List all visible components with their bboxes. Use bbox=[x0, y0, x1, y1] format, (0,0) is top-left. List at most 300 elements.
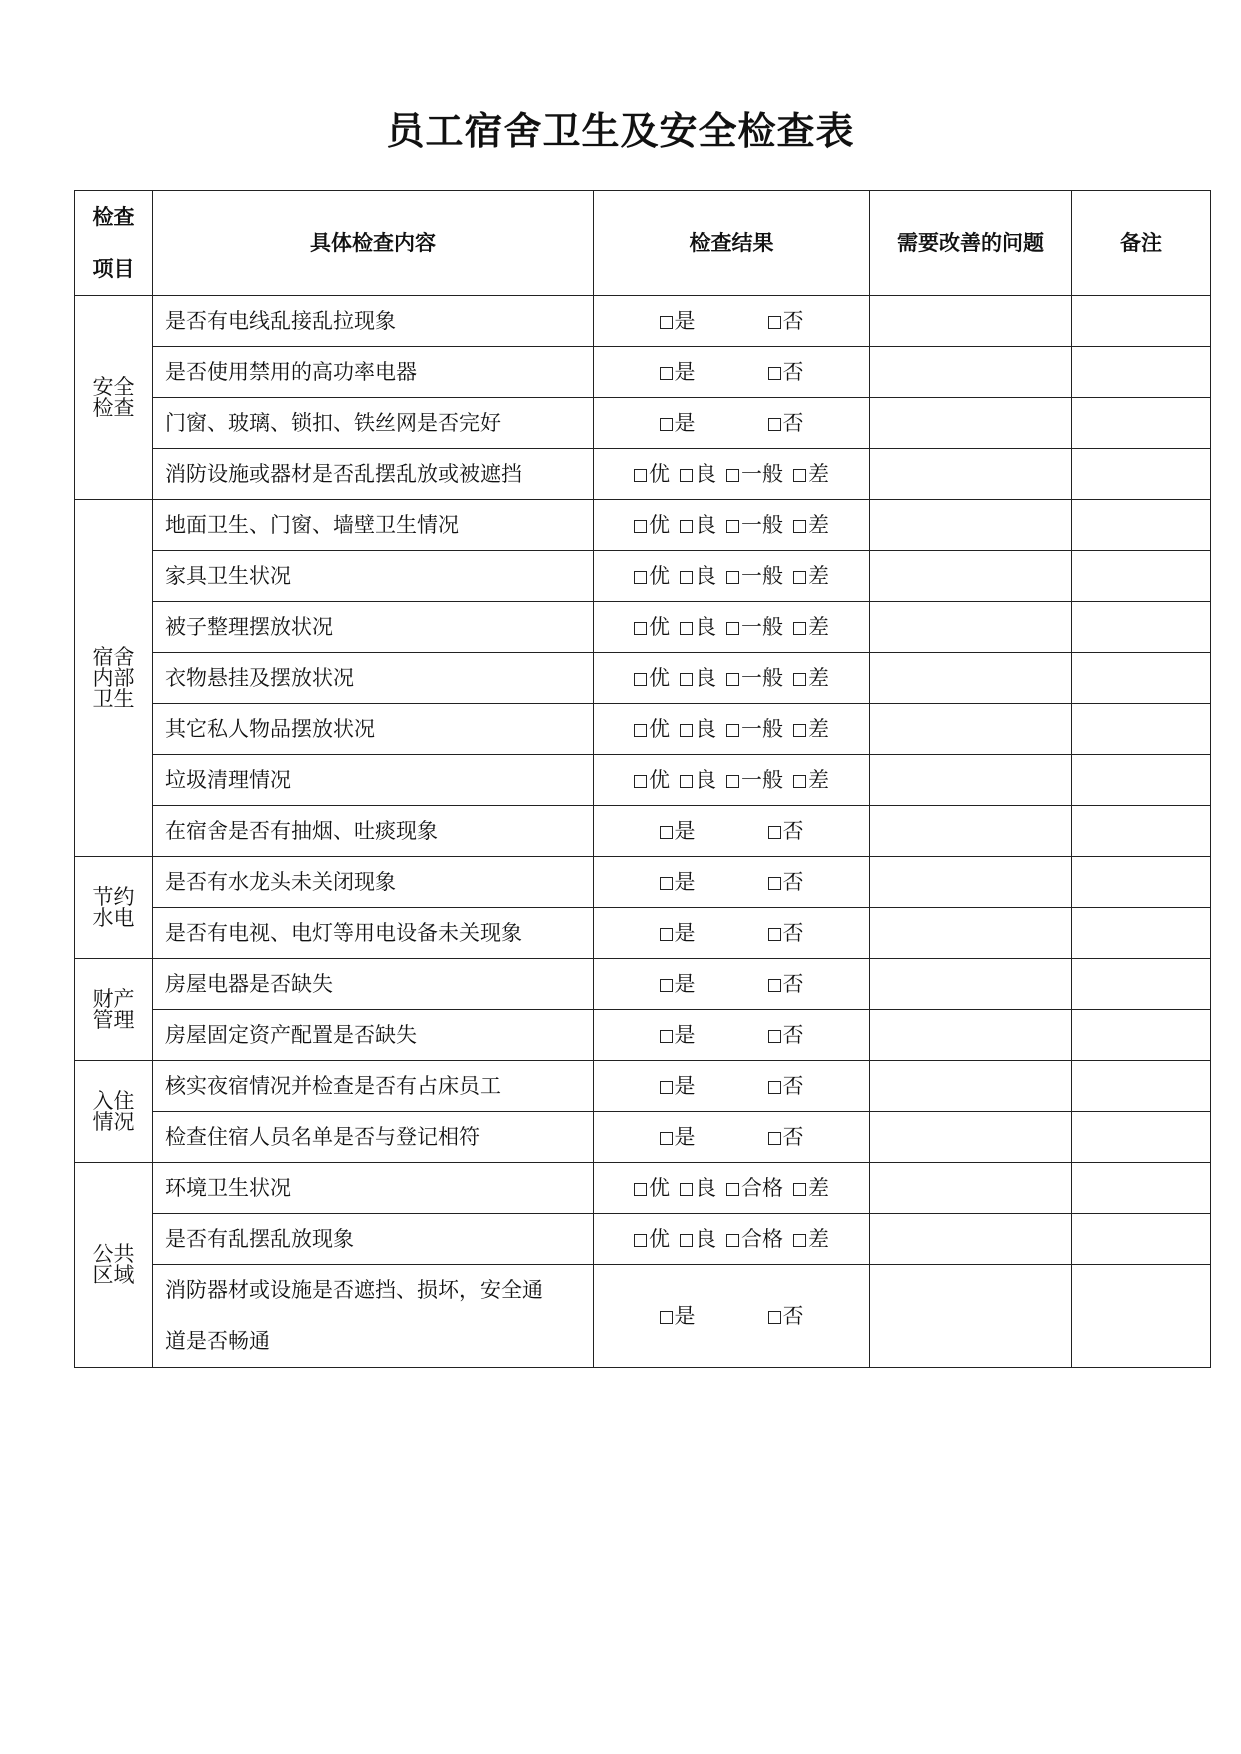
checkbox[interactable] bbox=[726, 775, 739, 788]
result-option[interactable] bbox=[793, 614, 829, 639]
checkbox[interactable] bbox=[680, 520, 693, 533]
checkbox[interactable] bbox=[768, 1030, 781, 1043]
option-label: 一般 bbox=[741, 461, 783, 486]
result-option[interactable] bbox=[726, 1175, 783, 1200]
checkbox[interactable] bbox=[768, 418, 781, 431]
option-label: 良 bbox=[695, 1175, 716, 1200]
checkbox[interactable] bbox=[768, 826, 781, 839]
checkbox[interactable] bbox=[634, 673, 647, 686]
option-label: 良 bbox=[695, 512, 716, 537]
option-label: 是 bbox=[674, 1124, 696, 1149]
issue-cell[interactable] bbox=[870, 704, 1072, 755]
category-label: 卫生 bbox=[92, 686, 135, 711]
checkbox[interactable] bbox=[793, 1234, 806, 1247]
result-option[interactable] bbox=[660, 1303, 696, 1328]
option-label: 良 bbox=[695, 716, 716, 741]
check-result bbox=[594, 1061, 870, 1112]
option-label: 是 bbox=[674, 410, 696, 435]
table-row bbox=[75, 806, 1211, 857]
remark-cell[interactable] bbox=[1072, 806, 1211, 857]
option-label: 是 bbox=[674, 971, 696, 996]
table-row bbox=[75, 500, 1211, 551]
result-option[interactable] bbox=[634, 1226, 670, 1251]
category-label: 节约 bbox=[92, 884, 135, 909]
option-label: 是 bbox=[674, 1022, 696, 1047]
category-cell bbox=[75, 1061, 153, 1163]
option-label: 否 bbox=[782, 971, 804, 996]
checkbox[interactable] bbox=[768, 316, 781, 329]
result-option[interactable] bbox=[768, 920, 804, 945]
option-label: 差 bbox=[808, 716, 829, 741]
category-label: 入住 bbox=[92, 1088, 135, 1113]
checkbox[interactable] bbox=[634, 1234, 647, 1247]
result-option[interactable] bbox=[634, 767, 670, 792]
result-option[interactable] bbox=[768, 410, 804, 435]
result-option[interactable] bbox=[680, 665, 716, 690]
issue-cell[interactable] bbox=[870, 806, 1072, 857]
checkbox[interactable] bbox=[680, 1183, 693, 1196]
checkbox[interactable] bbox=[680, 469, 693, 482]
check-result bbox=[594, 959, 870, 1010]
issue-cell[interactable] bbox=[870, 551, 1072, 602]
checkbox[interactable] bbox=[726, 571, 739, 584]
option-label: 否 bbox=[782, 410, 804, 435]
result-option[interactable] bbox=[768, 359, 804, 384]
option-label: 差 bbox=[808, 767, 829, 792]
category-label: 情况 bbox=[92, 1109, 135, 1134]
option-label: 一般 bbox=[741, 716, 783, 741]
option-label: 优 bbox=[649, 1226, 670, 1251]
header-result: 检查结果 bbox=[594, 191, 870, 296]
option-label: 优 bbox=[649, 461, 670, 486]
checkbox[interactable] bbox=[726, 724, 739, 737]
checkbox[interactable] bbox=[768, 979, 781, 992]
check-result bbox=[594, 704, 870, 755]
check-content-line: 道是否畅通 bbox=[165, 1329, 270, 1353]
option-label: 优 bbox=[649, 716, 670, 741]
checkbox[interactable] bbox=[660, 877, 673, 890]
result-option[interactable] bbox=[660, 869, 696, 894]
check-content: 是否使用禁用的高功率电器 bbox=[153, 347, 594, 398]
result-option[interactable] bbox=[768, 869, 804, 894]
category-cell bbox=[75, 500, 153, 857]
header-row bbox=[75, 191, 1211, 296]
issue-cell[interactable] bbox=[870, 857, 1072, 908]
result-option[interactable] bbox=[793, 1226, 829, 1251]
header-content: 具体检查内容 bbox=[153, 191, 594, 296]
checkbox[interactable] bbox=[768, 1132, 781, 1145]
option-label: 差 bbox=[808, 1175, 829, 1200]
table-row bbox=[75, 551, 1211, 602]
table-row bbox=[75, 1061, 1211, 1112]
category-cell bbox=[75, 959, 153, 1061]
result-option[interactable] bbox=[726, 461, 783, 486]
check-content: 是否有乱摆乱放现象 bbox=[153, 1214, 594, 1265]
option-label: 否 bbox=[782, 1022, 804, 1047]
issue-cell[interactable] bbox=[870, 1112, 1072, 1163]
checkbox[interactable] bbox=[726, 622, 739, 635]
option-label: 一般 bbox=[741, 614, 783, 639]
option-label: 一般 bbox=[741, 767, 783, 792]
checkbox[interactable] bbox=[793, 1183, 806, 1196]
check-result bbox=[594, 857, 870, 908]
check-result bbox=[594, 449, 870, 500]
option-label: 否 bbox=[782, 920, 804, 945]
check-content: 环境卫生状况 bbox=[153, 1163, 594, 1214]
page-title: 员工宿舍卫生及安全检查表 bbox=[386, 109, 855, 153]
result-option[interactable] bbox=[660, 1124, 696, 1149]
result-option[interactable] bbox=[768, 1073, 804, 1098]
option-label: 是 bbox=[674, 920, 696, 945]
table-row bbox=[75, 857, 1211, 908]
issue-cell[interactable] bbox=[870, 347, 1072, 398]
result-option[interactable] bbox=[793, 665, 829, 690]
check-result bbox=[594, 1112, 870, 1163]
issue-cell[interactable] bbox=[870, 1265, 1072, 1368]
result-option[interactable] bbox=[680, 1226, 716, 1251]
checkbox[interactable] bbox=[660, 316, 673, 329]
result-option[interactable] bbox=[660, 308, 696, 333]
check-content: 房屋固定资产配置是否缺失 bbox=[153, 1010, 594, 1061]
check-content: 家具卫生状况 bbox=[153, 551, 594, 602]
check-result bbox=[594, 755, 870, 806]
option-label: 良 bbox=[695, 614, 716, 639]
table-row bbox=[75, 908, 1211, 959]
table-row bbox=[75, 449, 1211, 500]
result-option[interactable] bbox=[793, 767, 829, 792]
remark-cell[interactable] bbox=[1072, 959, 1211, 1010]
header-item-line: 项目 bbox=[92, 257, 135, 281]
result-option[interactable] bbox=[726, 563, 783, 588]
option-label: 是 bbox=[674, 818, 696, 843]
check-result bbox=[594, 500, 870, 551]
option-label: 优 bbox=[649, 767, 670, 792]
result-option[interactable] bbox=[660, 1073, 696, 1098]
check-result bbox=[594, 602, 870, 653]
checkbox[interactable] bbox=[680, 622, 693, 635]
checkbox[interactable] bbox=[634, 571, 647, 584]
category-label: 检查 bbox=[92, 395, 135, 420]
checkbox[interactable] bbox=[660, 826, 673, 839]
checkbox[interactable] bbox=[660, 1132, 673, 1145]
result-option[interactable] bbox=[634, 716, 670, 741]
category-label: 财产 bbox=[92, 986, 135, 1011]
option-label: 差 bbox=[808, 512, 829, 537]
option-label: 合格 bbox=[741, 1175, 783, 1200]
option-label: 差 bbox=[808, 1226, 829, 1251]
option-label: 良 bbox=[695, 563, 716, 588]
inspection-table bbox=[74, 190, 1211, 1368]
check-content: 核实夜宿情况并检查是否有占床员工 bbox=[153, 1061, 594, 1112]
checkbox[interactable] bbox=[634, 469, 647, 482]
option-label: 是 bbox=[674, 308, 696, 333]
table-row bbox=[75, 704, 1211, 755]
checkbox[interactable] bbox=[726, 469, 739, 482]
table-row bbox=[75, 1265, 1211, 1368]
issue-cell[interactable] bbox=[870, 908, 1072, 959]
remark-cell[interactable] bbox=[1072, 704, 1211, 755]
check-result bbox=[594, 908, 870, 959]
table-row bbox=[75, 602, 1211, 653]
table-row bbox=[75, 959, 1211, 1010]
check-content: 垃圾清理情况 bbox=[153, 755, 594, 806]
check-result bbox=[594, 551, 870, 602]
issue-cell[interactable] bbox=[870, 398, 1072, 449]
issue-cell[interactable] bbox=[870, 449, 1072, 500]
option-label: 否 bbox=[782, 359, 804, 384]
issue-cell[interactable] bbox=[870, 755, 1072, 806]
result-option[interactable] bbox=[680, 461, 716, 486]
result-option[interactable] bbox=[793, 512, 829, 537]
remark-cell[interactable] bbox=[1072, 1265, 1211, 1368]
issue-cell[interactable] bbox=[870, 1163, 1072, 1214]
result-option[interactable] bbox=[634, 614, 670, 639]
result-option[interactable] bbox=[793, 461, 829, 486]
table-row bbox=[75, 398, 1211, 449]
category-cell bbox=[75, 1163, 153, 1368]
result-option[interactable] bbox=[634, 665, 670, 690]
remark-cell[interactable] bbox=[1072, 1214, 1211, 1265]
table-row bbox=[75, 755, 1211, 806]
check-content: 是否有电线乱接乱拉现象 bbox=[153, 296, 594, 347]
option-label: 否 bbox=[782, 1124, 804, 1149]
table-row bbox=[75, 1214, 1211, 1265]
option-label: 良 bbox=[695, 767, 716, 792]
check-content: 在宿舍是否有抽烟、吐痰现象 bbox=[153, 806, 594, 857]
result-option[interactable] bbox=[680, 1175, 716, 1200]
option-label: 是 bbox=[674, 869, 696, 894]
option-label: 差 bbox=[808, 563, 829, 588]
checkbox[interactable] bbox=[726, 520, 739, 533]
header-issue: 需要改善的问题 bbox=[870, 191, 1072, 296]
result-option[interactable] bbox=[793, 1175, 829, 1200]
checkbox[interactable] bbox=[680, 1234, 693, 1247]
option-label: 一般 bbox=[741, 563, 783, 588]
checkbox[interactable] bbox=[768, 367, 781, 380]
result-option[interactable] bbox=[680, 512, 716, 537]
option-label: 优 bbox=[649, 1175, 670, 1200]
remark-cell[interactable] bbox=[1072, 449, 1211, 500]
category-label: 内部 bbox=[92, 665, 135, 690]
option-label: 差 bbox=[808, 665, 829, 690]
result-option[interactable] bbox=[726, 665, 783, 690]
result-option[interactable] bbox=[660, 359, 696, 384]
issue-cell[interactable] bbox=[870, 296, 1072, 347]
check-content: 房屋电器是否缺失 bbox=[153, 959, 594, 1010]
remark-cell[interactable] bbox=[1072, 908, 1211, 959]
remark-cell[interactable] bbox=[1072, 857, 1211, 908]
checkbox[interactable] bbox=[768, 928, 781, 941]
remark-cell[interactable] bbox=[1072, 1112, 1211, 1163]
checkbox[interactable] bbox=[793, 724, 806, 737]
issue-cell[interactable] bbox=[870, 602, 1072, 653]
checkbox[interactable] bbox=[793, 673, 806, 686]
remark-cell[interactable] bbox=[1072, 1061, 1211, 1112]
check-content-line: 消防器材或设施是否遮挡、损坏，安全通 bbox=[165, 1278, 543, 1302]
checkbox[interactable] bbox=[660, 1311, 673, 1324]
header-remark: 备注 bbox=[1072, 191, 1211, 296]
check-result bbox=[594, 806, 870, 857]
remark-cell[interactable] bbox=[1072, 755, 1211, 806]
check-result bbox=[594, 1214, 870, 1265]
checkbox[interactable] bbox=[660, 1030, 673, 1043]
checkbox[interactable] bbox=[680, 571, 693, 584]
check-content: 消防设施或器材是否乱摆乱放或被遮挡 bbox=[153, 449, 594, 500]
checkbox[interactable] bbox=[660, 979, 673, 992]
remark-cell[interactable] bbox=[1072, 398, 1211, 449]
checkbox[interactable] bbox=[726, 673, 739, 686]
checkbox[interactable] bbox=[768, 1311, 781, 1324]
checkbox[interactable] bbox=[793, 571, 806, 584]
result-option[interactable] bbox=[768, 1303, 804, 1328]
check-content: 衣物悬挂及摆放状况 bbox=[153, 653, 594, 704]
check-content bbox=[153, 1265, 594, 1368]
check-content: 门窗、玻璃、锁扣、铁丝网是否完好 bbox=[153, 398, 594, 449]
result-option[interactable] bbox=[768, 971, 804, 996]
result-option[interactable] bbox=[726, 1226, 783, 1251]
table-body bbox=[75, 296, 1211, 1368]
table-row bbox=[75, 1163, 1211, 1214]
option-label: 是 bbox=[674, 1303, 696, 1328]
checkbox[interactable] bbox=[726, 1234, 739, 1247]
category-label: 水电 bbox=[92, 905, 135, 930]
option-label: 优 bbox=[649, 665, 670, 690]
result-option[interactable] bbox=[726, 614, 783, 639]
result-option[interactable] bbox=[726, 716, 783, 741]
result-option[interactable] bbox=[680, 767, 716, 792]
category-label: 区域 bbox=[92, 1263, 135, 1287]
checkbox[interactable] bbox=[768, 1081, 781, 1094]
checkbox[interactable] bbox=[793, 775, 806, 788]
remark-cell[interactable] bbox=[1072, 500, 1211, 551]
result-option[interactable] bbox=[660, 971, 696, 996]
option-label: 一般 bbox=[741, 665, 783, 690]
issue-cell[interactable] bbox=[870, 1214, 1072, 1265]
checkbox[interactable] bbox=[634, 1183, 647, 1196]
option-label: 良 bbox=[695, 665, 716, 690]
header-item bbox=[75, 191, 153, 296]
result-option[interactable] bbox=[634, 563, 670, 588]
result-option[interactable] bbox=[680, 614, 716, 639]
checkbox[interactable] bbox=[793, 469, 806, 482]
checkbox[interactable] bbox=[680, 775, 693, 788]
result-option[interactable] bbox=[634, 1175, 670, 1200]
result-option[interactable] bbox=[768, 1022, 804, 1047]
option-label: 否 bbox=[782, 818, 804, 843]
option-label: 否 bbox=[782, 308, 804, 333]
check-result bbox=[594, 1010, 870, 1061]
issue-cell[interactable] bbox=[870, 1061, 1072, 1112]
checkbox[interactable] bbox=[660, 928, 673, 941]
check-result bbox=[594, 347, 870, 398]
check-result bbox=[594, 1163, 870, 1214]
remark-cell[interactable] bbox=[1072, 1163, 1211, 1214]
checkbox[interactable] bbox=[634, 724, 647, 737]
checkbox[interactable] bbox=[634, 622, 647, 635]
result-option[interactable] bbox=[680, 563, 716, 588]
result-option[interactable] bbox=[660, 818, 696, 843]
issue-cell[interactable] bbox=[870, 1010, 1072, 1061]
checkbox[interactable] bbox=[768, 877, 781, 890]
remark-cell[interactable] bbox=[1072, 602, 1211, 653]
remark-cell[interactable] bbox=[1072, 1010, 1211, 1061]
table-row bbox=[75, 653, 1211, 704]
result-option[interactable] bbox=[660, 1022, 696, 1047]
checkbox[interactable] bbox=[634, 775, 647, 788]
remark-cell[interactable] bbox=[1072, 551, 1211, 602]
option-label: 良 bbox=[695, 1226, 716, 1251]
checkbox[interactable] bbox=[793, 622, 806, 635]
check-content: 被子整理摆放状况 bbox=[153, 602, 594, 653]
checkbox[interactable] bbox=[634, 520, 647, 533]
result-option[interactable] bbox=[634, 461, 670, 486]
table-row bbox=[75, 1010, 1211, 1061]
check-content: 检查住宿人员名单是否与登记相符 bbox=[153, 1112, 594, 1163]
category-label: 管理 bbox=[92, 1007, 135, 1032]
result-option[interactable] bbox=[793, 563, 829, 588]
table-row bbox=[75, 1112, 1211, 1163]
option-label: 优 bbox=[649, 614, 670, 639]
category-cell bbox=[75, 296, 153, 500]
option-label: 是 bbox=[674, 1073, 696, 1098]
result-option[interactable] bbox=[680, 716, 716, 741]
remark-cell[interactable] bbox=[1072, 296, 1211, 347]
result-option[interactable] bbox=[634, 512, 670, 537]
result-option[interactable] bbox=[660, 920, 696, 945]
check-content: 地面卫生、门窗、墙壁卫生情况 bbox=[153, 500, 594, 551]
option-label: 差 bbox=[808, 461, 829, 486]
issue-cell[interactable] bbox=[870, 653, 1072, 704]
checkbox[interactable] bbox=[793, 520, 806, 533]
option-label: 否 bbox=[782, 869, 804, 894]
option-label: 否 bbox=[782, 1073, 804, 1098]
header-item-line: 检查 bbox=[92, 205, 135, 229]
result-option[interactable] bbox=[726, 512, 783, 537]
checkbox[interactable] bbox=[680, 724, 693, 737]
result-option[interactable] bbox=[726, 767, 783, 792]
checkbox[interactable] bbox=[660, 1081, 673, 1094]
issue-cell[interactable] bbox=[870, 500, 1072, 551]
option-label: 优 bbox=[649, 563, 670, 588]
remark-cell[interactable] bbox=[1072, 653, 1211, 704]
check-result bbox=[594, 398, 870, 449]
option-label: 一般 bbox=[741, 512, 783, 537]
result-option[interactable] bbox=[768, 818, 804, 843]
table-row bbox=[75, 296, 1211, 347]
checkbox[interactable] bbox=[660, 418, 673, 431]
check-content: 是否有水龙头未关闭现象 bbox=[153, 857, 594, 908]
category-label: 安全 bbox=[92, 374, 135, 399]
result-option[interactable] bbox=[768, 308, 804, 333]
check-result bbox=[594, 653, 870, 704]
check-result bbox=[594, 296, 870, 347]
remark-cell[interactable] bbox=[1072, 347, 1211, 398]
result-option[interactable] bbox=[660, 410, 696, 435]
check-result bbox=[594, 1265, 870, 1368]
option-label: 是 bbox=[674, 359, 696, 384]
checkbox[interactable] bbox=[726, 1183, 739, 1196]
checkbox[interactable] bbox=[680, 673, 693, 686]
option-label: 差 bbox=[808, 614, 829, 639]
option-label: 良 bbox=[695, 461, 716, 486]
category-cell bbox=[75, 857, 153, 959]
option-label: 合格 bbox=[741, 1226, 783, 1251]
issue-cell[interactable] bbox=[870, 959, 1072, 1010]
option-label: 否 bbox=[782, 1303, 804, 1328]
checkbox[interactable] bbox=[660, 367, 673, 380]
result-option[interactable] bbox=[768, 1124, 804, 1149]
result-option[interactable] bbox=[793, 716, 829, 741]
